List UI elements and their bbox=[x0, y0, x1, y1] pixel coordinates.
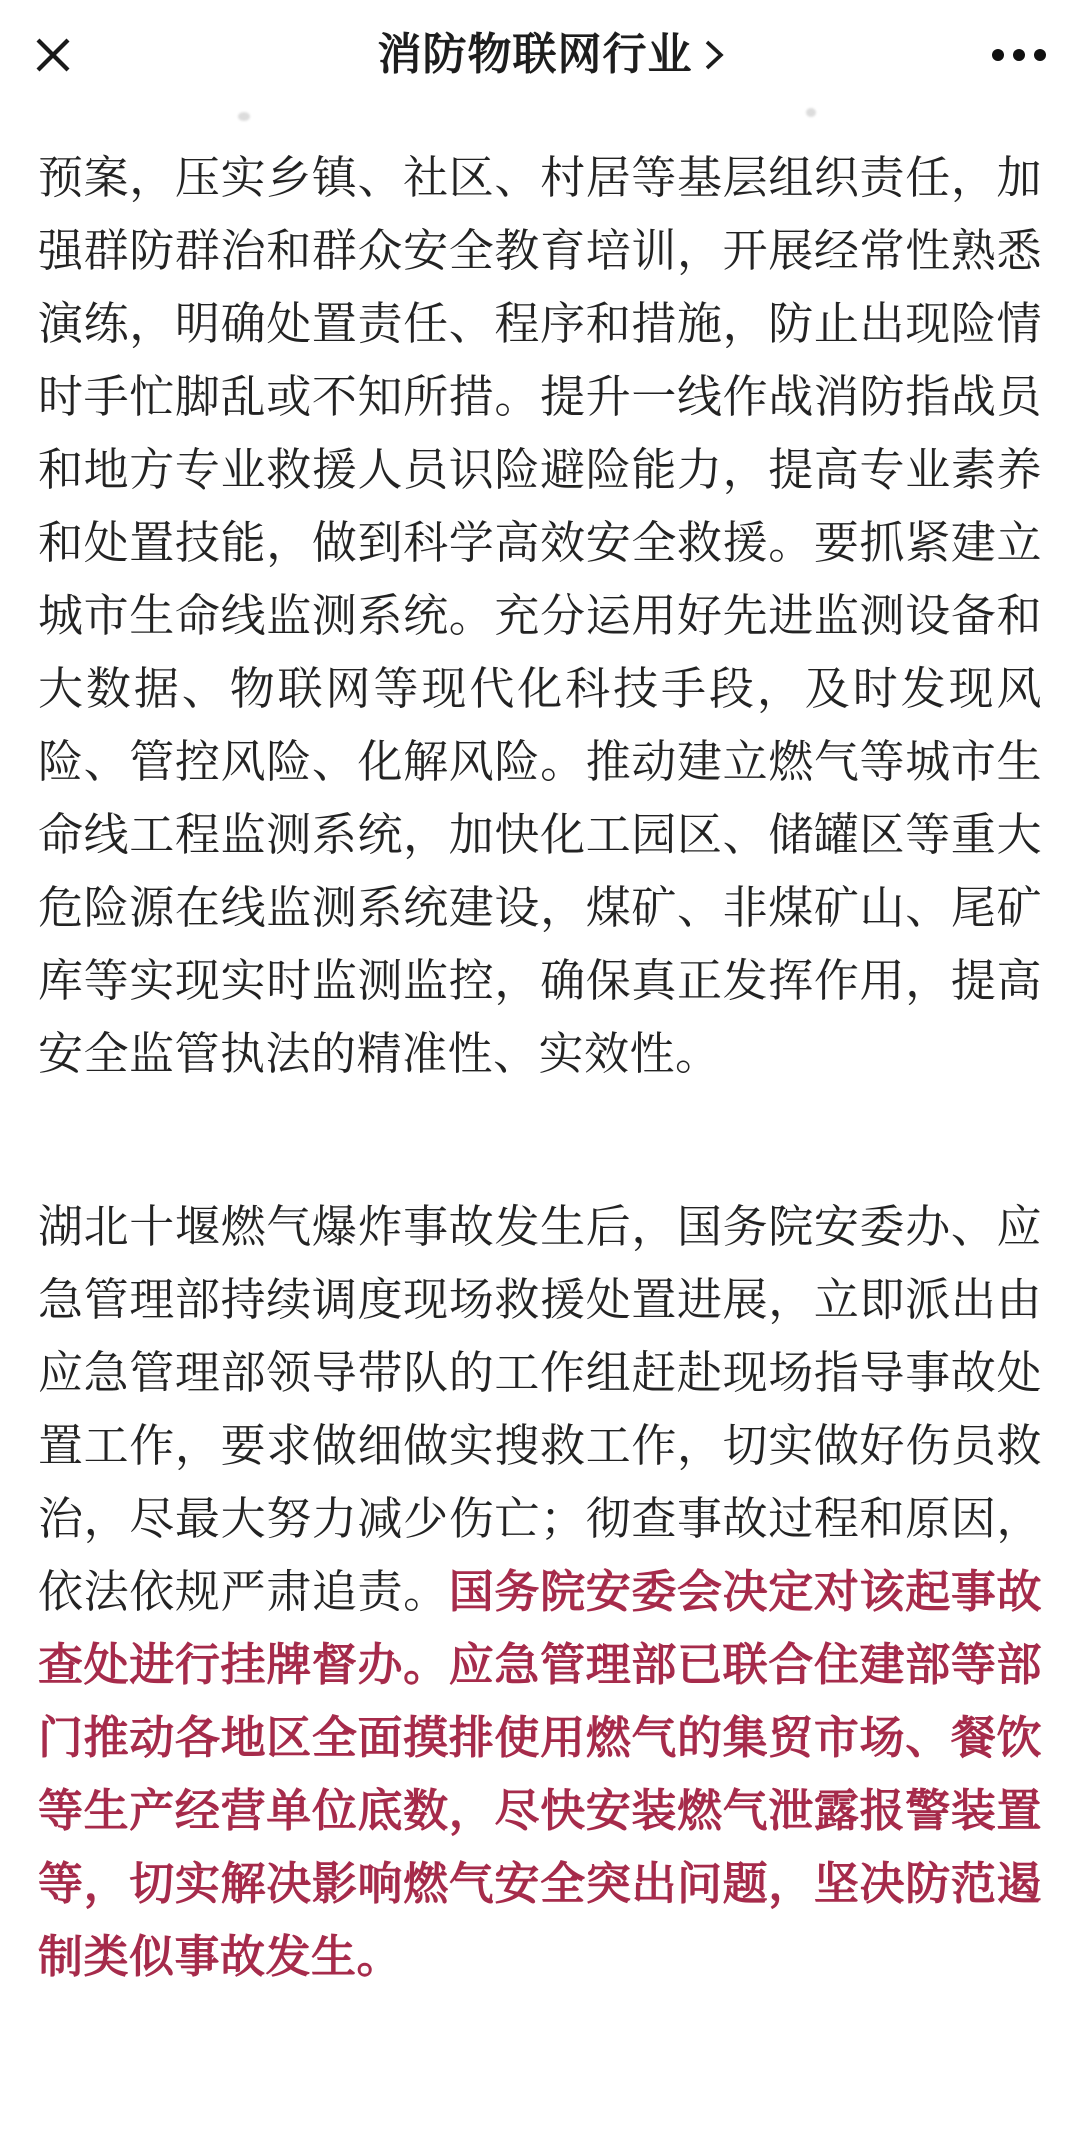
article-body bbox=[0, 96, 1080, 1993]
close-icon bbox=[33, 35, 73, 75]
navbar-title-area bbox=[0, 14, 1080, 96]
page-title: 消防物联网行业 bbox=[377, 30, 693, 79]
clipped-text-artifact bbox=[806, 108, 816, 117]
navbar bbox=[0, 0, 1080, 96]
paragraph-2-highlighted-text: 国务院安委会决定对该起事故查处进行挂牌督办。应急管理部已联合住建部等部门推动各地区全面摸排使用燃气的集贸市场、餐饮等生产经营单位底数，尽快安装燃气泄露报警装置等，切实解决影响燃气安全突出问题，坚决防范遏制类似事故发生。 bbox=[38, 1566, 1042, 1982]
article-paragraph-1: 预案，压实乡镇、社区、村居等基层组织责任，加强群防群治和群众安全教育培训，开展经常性熟悉演练，明确处置责任、程序和措施，防止出现险情时手忙脚乱或不知所措。提升一线作战消防指战员和地方专业救援人员识险避险能力，提高专业素养和处置技能，做到科学高效安全救援。要抓紧建立城市生命线监测系统。充分运用好先进监测设备和大数据、物联网等现代化科技手段，及时发现风险、管控风险、化解风险。推动建立燃气等城市生命线工程监测系统，加快化工园区、储罐区等重大危险源在线监测系统建设，煤矿、非煤矿山、尾矿库等实现实时监测监控，确保真正发挥作用，提高安全监管执法的精准性、实效性。 bbox=[38, 152, 1042, 1079]
more-dot-icon bbox=[992, 49, 1004, 61]
article-paragraph-2 bbox=[38, 1190, 1042, 1993]
more-dot-icon bbox=[1034, 49, 1046, 61]
close-button[interactable] bbox=[26, 28, 80, 82]
chevron-right-icon bbox=[703, 35, 727, 75]
more-dot-icon bbox=[1013, 49, 1025, 61]
account-title-link[interactable] bbox=[377, 30, 727, 79]
paragraph-2-normal-text: 湖北十堰燃气爆炸事故发生后，国务院安委办、应急管理部持续调度现场救援处置进展，立即派出由应急管理部领导带队的工作组赶赴现场指导事故处置工作，要求做细做实搜救工作，切实做好伤员救治，尽最大努力减少伤亡；彻查事故过程和原因，依法依规严肃追责。 bbox=[38, 1201, 1042, 1617]
more-options-button[interactable] bbox=[984, 35, 1054, 75]
clipped-text-artifact bbox=[238, 112, 250, 121]
